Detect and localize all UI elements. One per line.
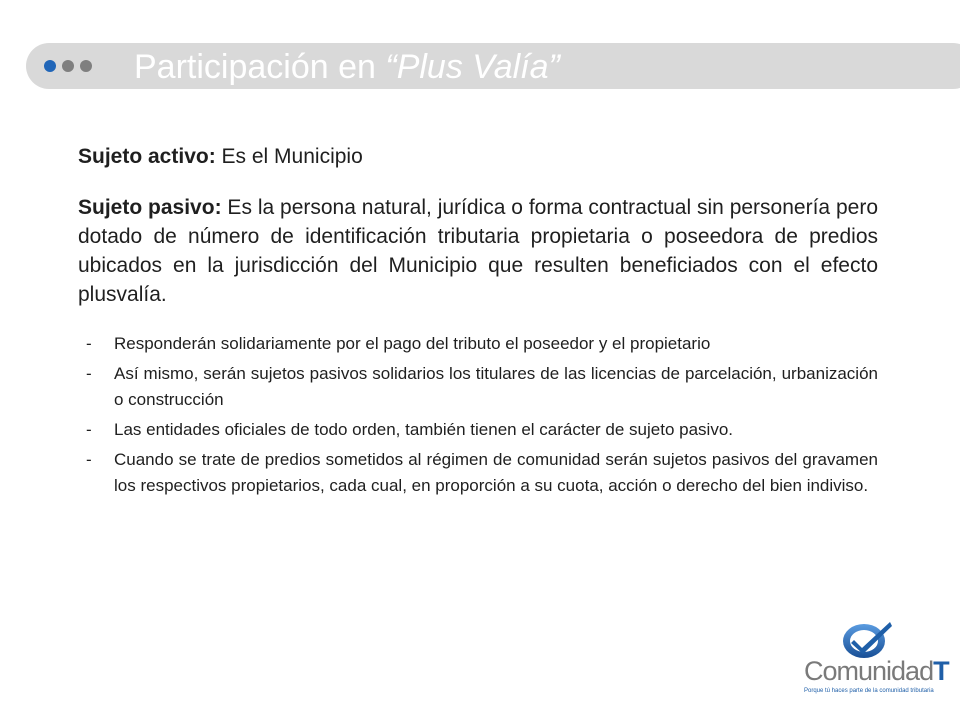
list-item-text: Responderán solidariamente por el pago del tributo el poseedor y el propietario: [114, 334, 711, 353]
comunidadt-logo: [800, 608, 950, 698]
bullet-dash: -: [86, 420, 92, 439]
slide-title-main: Participación en: [134, 48, 386, 86]
sujeto-activo-label: Sujeto activo:: [78, 145, 216, 168]
sujeto-pasivo-paragraph: [78, 193, 878, 309]
dot-icon: [62, 60, 74, 72]
list-item-text: Cuando se trate de predios sometidos al régimen de comunidad serán sujetos pasivos del gravamen los respectivos propietarios, cada cual, en proporción a su cuota, acción o derecho del bien indiviso.: [114, 450, 878, 495]
slide-title: [134, 44, 560, 90]
list-item: [78, 447, 878, 499]
title-dots: [44, 60, 92, 72]
logo-wordmark: [804, 656, 949, 687]
logo-name-prefix: Comunidad: [804, 656, 934, 686]
checkmark-badge-icon: [840, 618, 894, 660]
sujeto-pasivo-label: Sujeto pasivo:: [78, 196, 222, 219]
sujeto-activo-text: Es el Municipio: [215, 145, 363, 168]
bullet-list: [78, 331, 878, 499]
dot-icon: [80, 60, 92, 72]
list-item: [78, 417, 878, 443]
list-item-text: Así mismo, serán sujetos pasivos solidarios los titulares de las licencias de parcelación, urbanización o construcción: [114, 364, 878, 409]
sujeto-pasivo-text: Es la persona natural, jurídica o forma contractual sin personería pero dotado de número de identificación tributaria propietaria o poseedora de predios ubicados en la jurisdicción del Municipio que resulten beneficiados con el efecto plusvalía.: [78, 196, 878, 306]
sujeto-activo-paragraph: [78, 142, 878, 171]
bullet-dash: -: [86, 334, 92, 353]
bullet-dash: -: [86, 364, 92, 383]
bullet-dash: -: [86, 450, 92, 469]
logo-tagline: Porque tú haces parte de la comunidad tributaria: [804, 688, 934, 694]
dot-icon: [44, 60, 56, 72]
list-item-text: Las entidades oficiales de todo orden, también tienen el carácter de sujeto pasivo.: [114, 420, 734, 439]
slide-title-emphasis: “Plus Valía”: [385, 48, 560, 86]
list-item: [78, 361, 878, 413]
slide-content: [78, 142, 878, 503]
list-item: [78, 331, 878, 357]
logo-name-accent: T: [933, 656, 949, 686]
